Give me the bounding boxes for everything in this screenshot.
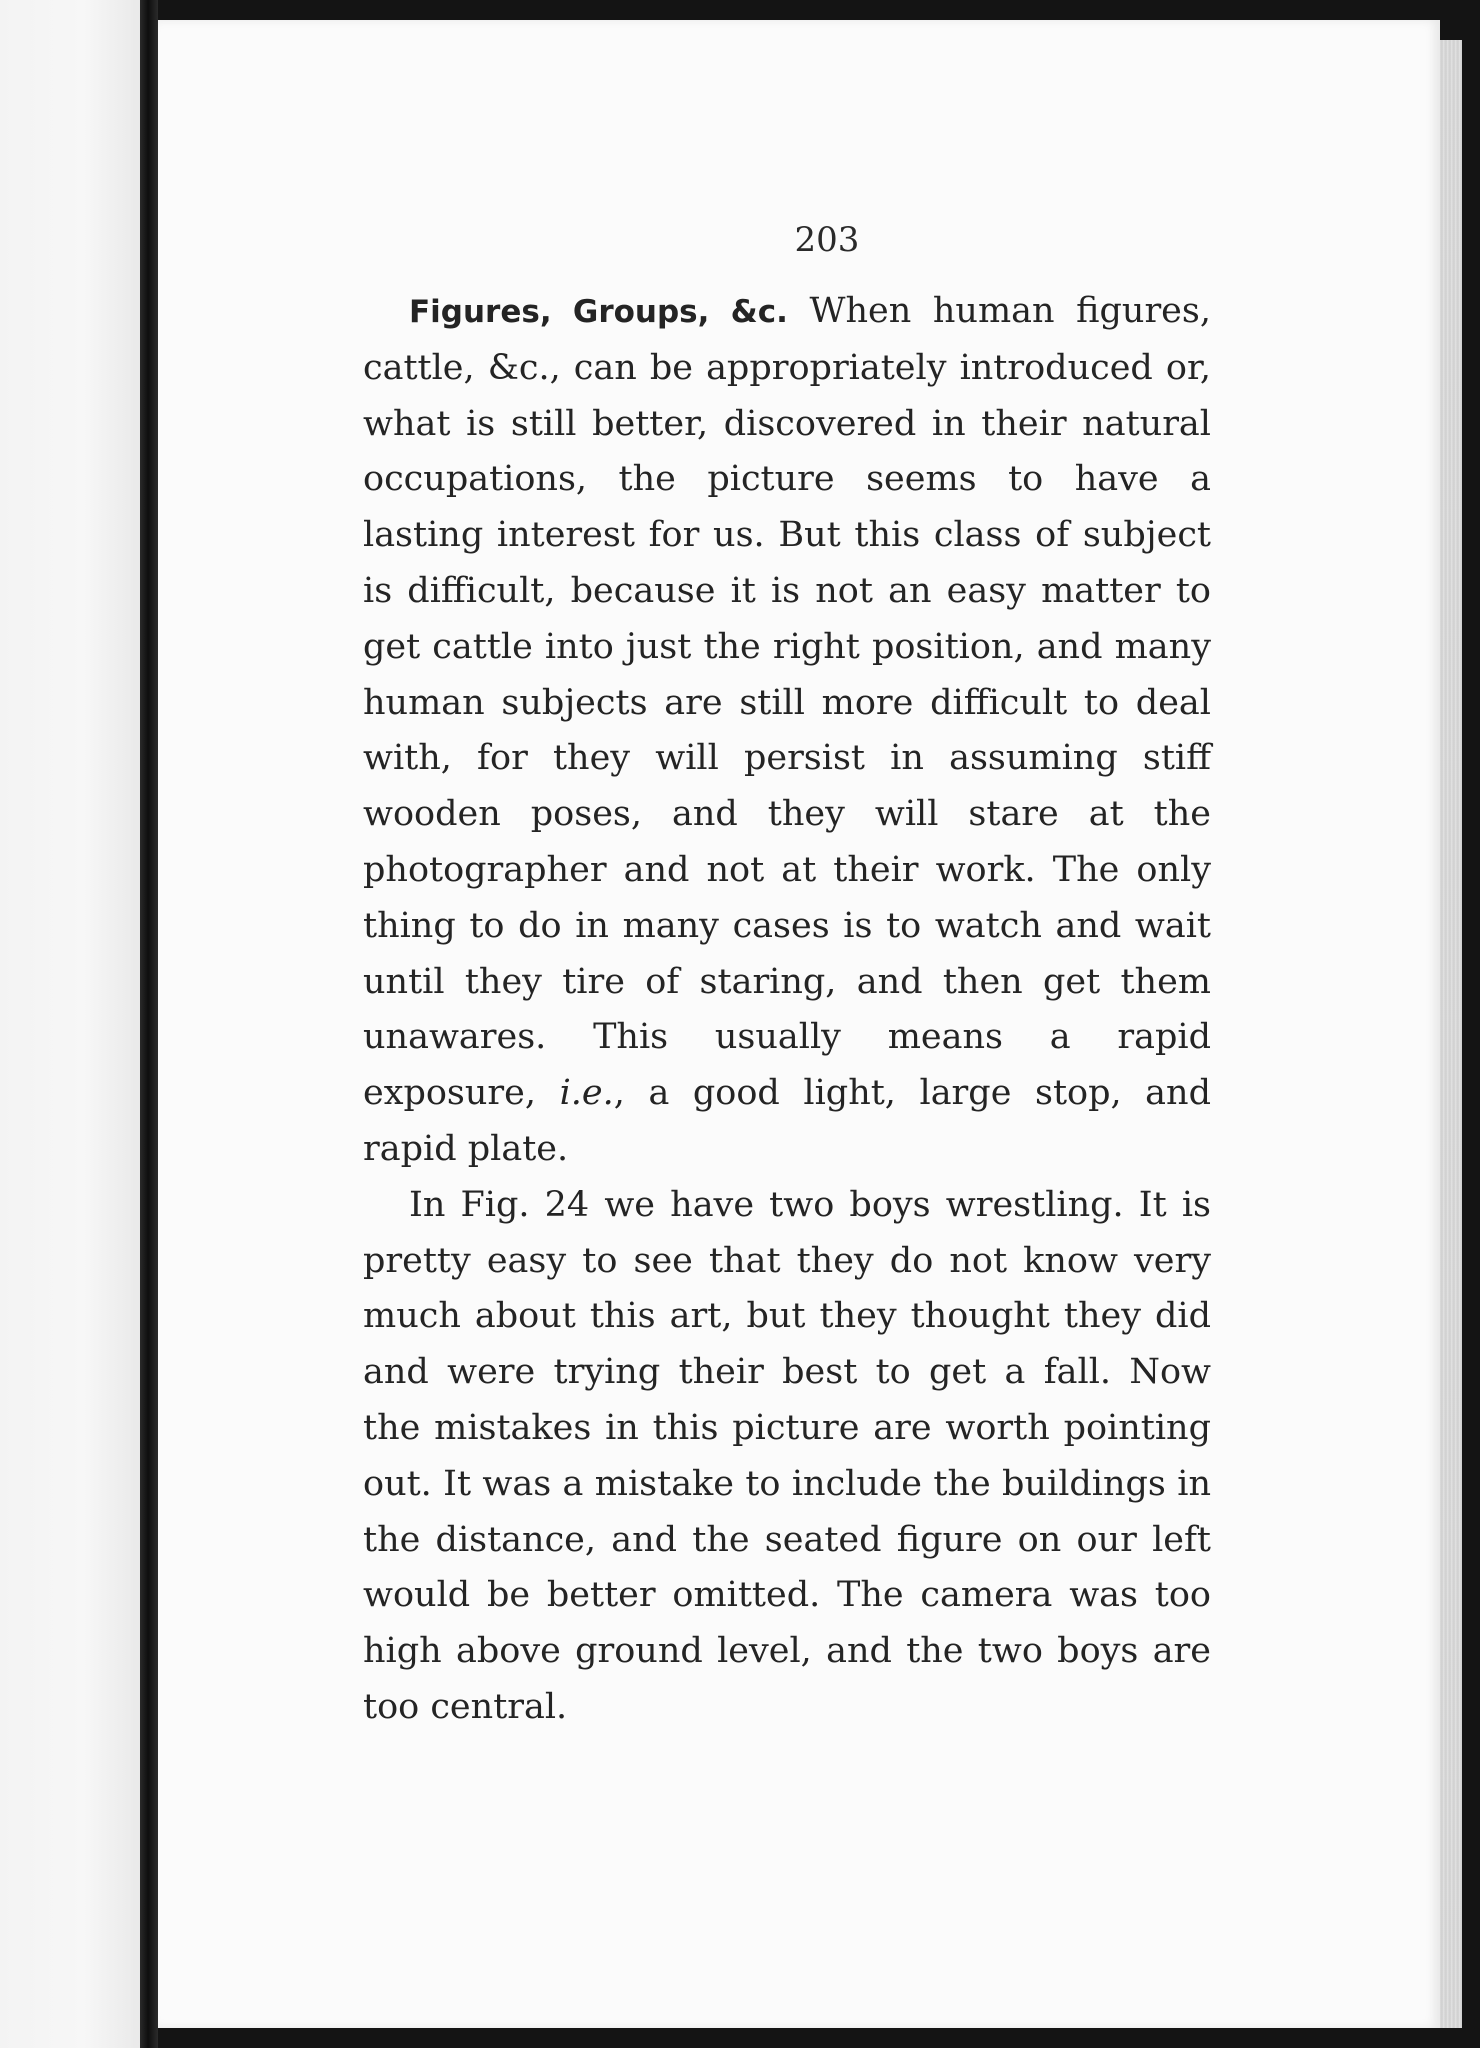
book-gutter xyxy=(140,0,158,2048)
section-heading: Figures, Groups, &c. xyxy=(409,294,788,330)
body-text xyxy=(363,284,1211,1736)
paragraph-2: In Fig. 24 we have two boys wrestling. It is pretty easy to see that they do not know very much about this art, but they thought they did and were trying their best to get a fall. Now the mistakes in this picture are worth pointing out. It was a mistake to include the buildings in the distance, and the seated figure on our left would be better omitted. The camera was too high above ground level, and the two boys are too central. xyxy=(363,1184,1211,1727)
paragraph-1-text-b: , a good light, large stop, and rapid plate. xyxy=(363,1073,1211,1169)
left-page-edge xyxy=(0,0,140,2048)
page-number: 203 xyxy=(794,220,860,260)
page-edges xyxy=(1440,40,1462,2028)
paragraph-1 xyxy=(363,284,1211,1178)
italic-abbreviation: i.e. xyxy=(559,1073,614,1114)
paragraph-1-text-a: When human figures, cattle, &c., can be appropriately introduced or, what is still better, discovered in their natural occupations, the picture seems to have a lasting interest for us. But this class of subject is difficult, because it is not an easy matter to get cattle into just the right position, and many human subjects are still more difficult to deal with, for they will persist in assuming stiff wooden poses, and they will stare at the photographer and not at their work. The only thing to do in many cases is to watch and wait until they tire of staring, and then get them unawares. This usually means a rapid exposure, xyxy=(363,291,1211,1114)
